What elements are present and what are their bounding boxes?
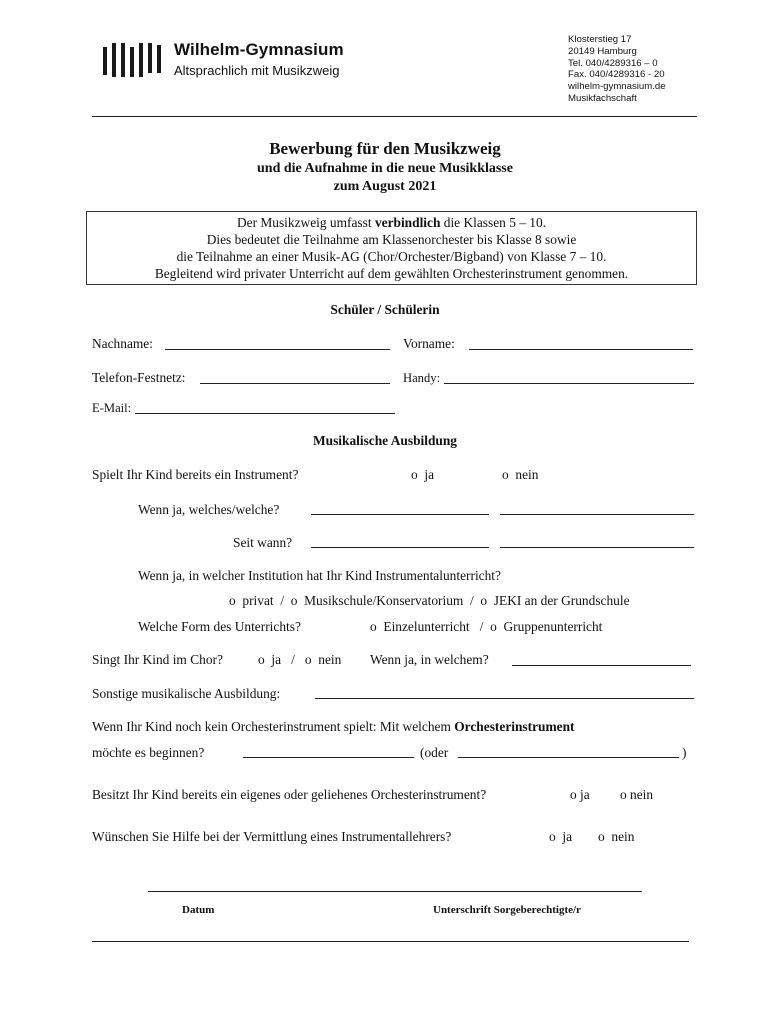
which-instrument-label: Wenn ja, welches/welche? (138, 502, 280, 517)
own-instrument-no-option[interactable]: o nein (620, 787, 654, 802)
institution-question: Wenn ja, in welcher Institution hat Ihr Kind Instrumentalunterricht? (138, 568, 501, 583)
page-subtitle: und die Aufnahme in die neue Musikklasse (257, 161, 513, 176)
other-training-label: Sonstige musikalische Ausbildung: (92, 686, 281, 701)
address-line: 20149 Hamburg (568, 45, 637, 57)
school-logo-bars (103, 43, 161, 77)
info-line-4: Begleitend wird privater Unterricht auf dem gewählten Orchesterinstrument genommen. (154, 266, 629, 281)
signature-label: Unterschrift Sorgeberechtigte/r (433, 904, 581, 916)
handy-label: Handy: (403, 371, 441, 385)
choir-which-label: Wenn ja, in welchem? (370, 652, 489, 667)
address-line: Musikfachschaft (568, 92, 637, 104)
telefon-label: Telefon-Festnetz: (92, 370, 186, 385)
choir-which-field[interactable] (512, 665, 691, 666)
since-when-label: Seit wann? (233, 535, 293, 550)
which-instrument-field-2[interactable] (500, 514, 694, 515)
lesson-form-question: Welche Form des Unterrichts? (138, 619, 301, 634)
teacher-help-no-option[interactable]: o nein (598, 829, 635, 844)
alternative-open: (oder (420, 745, 449, 760)
start-instrument-field[interactable] (243, 757, 414, 758)
teacher-help-question: Wünschen Sie Hilfe bei der Vermittlung eines Instrumentallehrers? (92, 829, 452, 844)
address-line: wilhelm-gymnasium.de (568, 81, 666, 93)
teacher-help-yes-option[interactable]: o ja (549, 829, 573, 844)
signature-line[interactable] (148, 891, 642, 892)
info-line-2: Dies bedeutet die Teilnahme am Klassenorchester bis Klasse 8 sowie (206, 232, 577, 247)
student-heading: Schüler / Schülerin (330, 302, 440, 317)
email-field[interactable] (135, 413, 395, 414)
lesson-form-options[interactable]: o Einzelunterricht / o Gruppenunterricht (370, 619, 603, 634)
school-address (568, 34, 666, 105)
orchestra-instrument-question: Wenn Ihr Kind noch kein Orchesterinstrument spielt: Mit welchem Orchesterinstrument (92, 719, 575, 734)
address-line: Klosterstieg 17 (568, 34, 632, 45)
vorname-label: Vorname: (403, 336, 455, 351)
own-instrument-yes-option[interactable]: o ja (570, 787, 590, 802)
address-line: Tel. 040/4289316 – 0 (568, 57, 658, 69)
footer-divider (92, 941, 689, 942)
which-instrument-field-1[interactable] (311, 514, 489, 515)
vorname-field[interactable] (469, 349, 693, 350)
choir-question: Singt Ihr Kind im Chor? (92, 652, 223, 667)
other-training-field[interactable] (315, 698, 694, 699)
info-line-3: die Teilnahme an einer Musik-AG (Chor/Orchester/Bigband) von Klasse 7 – 10. (176, 249, 607, 264)
telefon-field[interactable] (200, 383, 390, 384)
nachname-label: Nachname: (92, 336, 153, 351)
institution-options[interactable]: o privat / o Musikschule/Konservatorium / o JEKI an der Grundschule (229, 593, 630, 608)
instrument-yes-option[interactable]: o ja (411, 467, 435, 482)
since-when-field-2[interactable] (500, 547, 694, 548)
school-name: Wilhelm-Gymnasium (174, 40, 344, 59)
start-instrument-label: möchte es beginnen? (92, 745, 205, 760)
handy-field[interactable] (444, 383, 694, 384)
alternative-close: ) (682, 745, 687, 760)
instrument-no-option[interactable]: o nein (502, 467, 539, 482)
since-when-field-1[interactable] (311, 547, 489, 548)
own-instrument-question: Besitzt Ihr Kind bereits ein eigenes oder geliehenes Orchesterinstrument? (92, 787, 487, 802)
header-divider (92, 116, 697, 117)
school-subtitle: Altsprachlich mit Musikzweig (174, 63, 340, 78)
page-title: Bewerbung für den Musikzweig (269, 139, 501, 158)
instrument-question: Spielt Ihr Kind bereits ein Instrument? (92, 467, 299, 482)
date-label: Datum (182, 904, 215, 916)
music-heading: Musikalische Ausbildung (312, 433, 457, 448)
info-line-1: Der Musikzweig umfasst verbindlich die Klassen 5 – 10. (236, 215, 547, 230)
info-box (86, 211, 697, 285)
email-label: E-Mail: (92, 401, 132, 415)
choir-options[interactable]: o ja / o nein (258, 652, 342, 667)
page-date-line: zum August 2021 (333, 179, 437, 194)
alternative-instrument-field[interactable] (458, 757, 679, 758)
address-line: Fax. 040/4289316 - 20 (568, 69, 665, 81)
nachname-field[interactable] (165, 349, 390, 350)
